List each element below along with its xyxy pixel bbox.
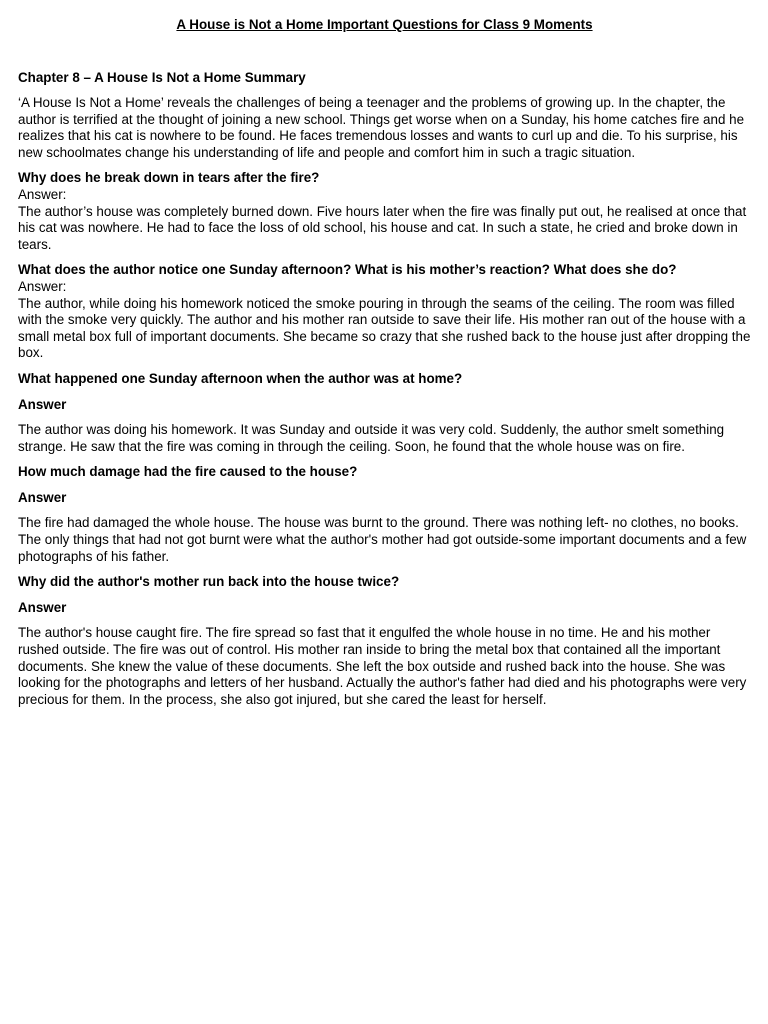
question-1: Why does he break down in tears after the fire? (18, 170, 320, 186)
answer-3: The author was doing his homework. It was Sunday and outside it was very cold. Suddenly, the author smelt something strange. He saw that the fire was coming in through the ceiling. Soon, he found that the whole house was on fire. (18, 422, 725, 454)
answer-label-4: Answer (18, 489, 67, 505)
summary-paragraph: ‘A House Is Not a Home’ reveals the challenges of being a teenager and the problems of growing up. In the chapter, the author is terrified at the thought of joining a new school. Things get worse when on a Sunday, his home catches fire and he realizes that his cat is nowhere to be found. He faces tremendous losses and wants to curl up and die. To his surprise, his new schoolmates change his understanding of life and people and comfort him in such a tragic situation. (18, 95, 745, 160)
question-4: How much damage had the fire caused to the house? (18, 464, 358, 480)
answer-2: The author, while doing his homework noticed the smoke pouring in through the seams of the ceiling. The room was filled with the smoke very quickly. The author and his mother ran outside to save their life. His mother ran out of the house with a small metal box full of important documents. She became so crazy that she rushed back to the house just after dropping the box. (18, 295, 751, 361)
question-3: What happened one Sunday afternoon when the author was at home? (18, 370, 463, 386)
answer-4: The fire had damaged the whole house. The house was burnt to the ground. There was nothing left- no clothes, no books. The only things that had not got burnt were what the author's mother had got outside-some important documents and a few photographs of his father. (18, 515, 747, 564)
answer-label-2: Answer: (18, 278, 67, 294)
document-page (18, 0, 751, 708)
question-2: What does the author notice one Sunday afternoon? What is his mother’s reaction? What does she do? (18, 262, 677, 278)
answer-label-5: Answer (18, 599, 67, 615)
answer-1: The author’s house was completely burned down. Five hours later when the fire was finally put out, he realised at once that his cat was nowhere. He had to face the loss of old school, his house and cat. In such a state, he cried and broke down in tears. (18, 203, 747, 252)
qa-item-1 (18, 170, 751, 253)
qa-item-4 (18, 464, 751, 565)
page-title: A House is Not a Home Important Questions for Class 9 Moments (176, 17, 593, 32)
qa-item-2 (18, 262, 751, 362)
answer-label-1: Answer: (18, 186, 67, 202)
answer-label-3: Answer (18, 396, 67, 412)
summary-heading: Chapter 8 – A House Is Not a Home Summary (18, 70, 306, 85)
qa-item-5 (18, 574, 751, 708)
question-5: Why did the author's mother run back into the house twice? (18, 574, 400, 590)
answer-5: The author's house caught fire. The fire spread so fast that it engulfed the whole house in no time. He and his mother rushed outside. The fire was out of control. His mother ran inside to bring the metal box that contained all the important documents. She knew the value of these documents. She left the box outside and rushed back into the house. She was looking for the photographs and letters of her husband. Actually the author's father had died and his photographs were very precious for them. In the process, she also got injured, but she cared the least for herself. (18, 625, 747, 707)
qa-item-3 (18, 371, 751, 455)
